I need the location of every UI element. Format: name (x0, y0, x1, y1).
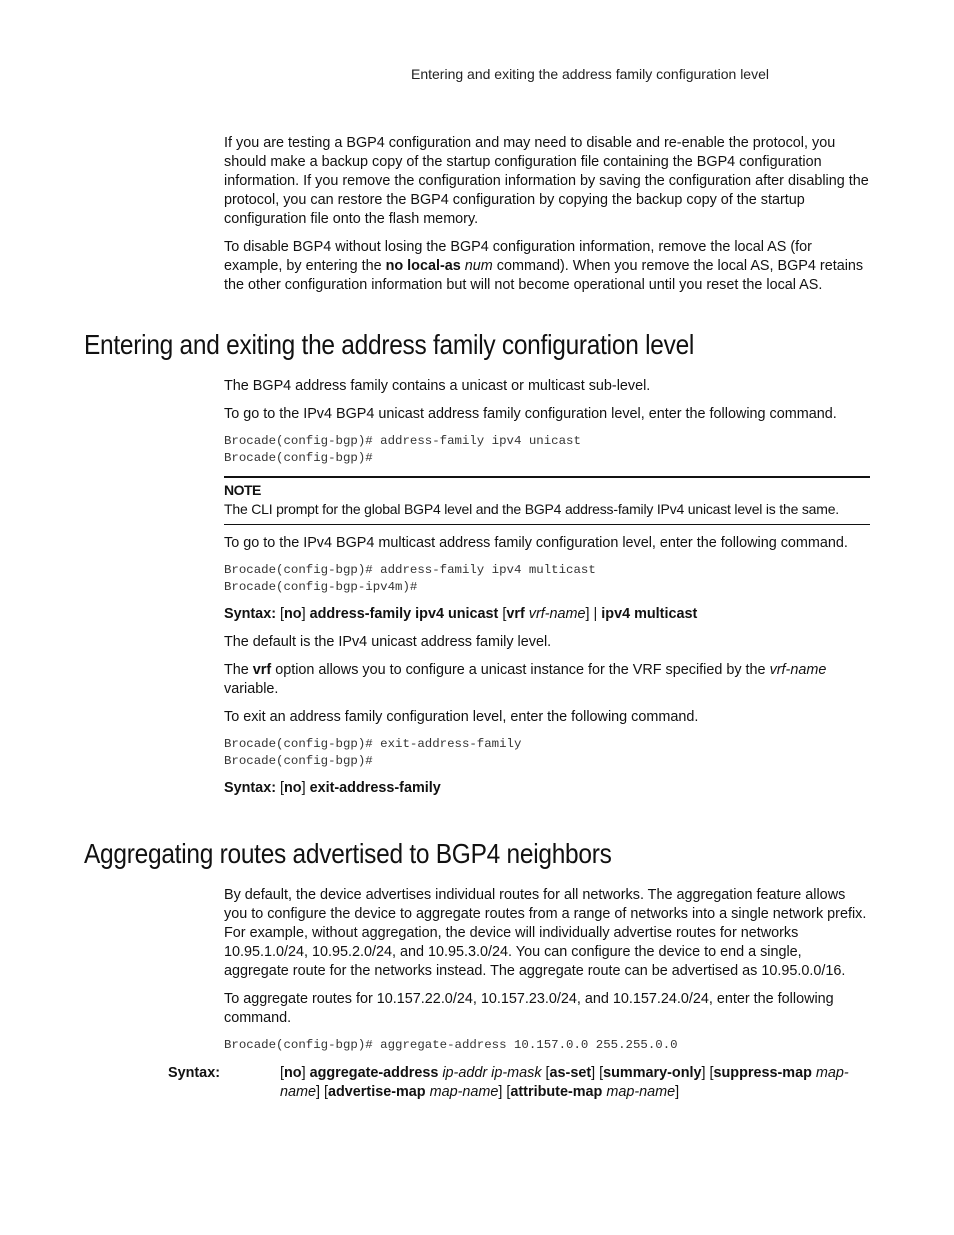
intro-paragraph-1: If you are testing a BGP4 configuration and may need to disable and re-enable the protocol, you should make a backup copy of the startup configuration file containing the BGP4 configuration information. If you remove the configuration information by saving the configuration after disabling the protocol, you can restore the BGP4 configuration by copying the backup copy of the startup configuration file onto the flash memory. (224, 135, 869, 227)
intro-paragraph-2 (224, 238, 870, 295)
note-text: The CLI prompt for the global BGP4 level and the BGP4 address-family IPv4 unicast level is the same. (224, 501, 839, 517)
syntax-line (168, 1064, 870, 1102)
command-keyword: aggregate-address (309, 1064, 439, 1081)
running-header: Entering and exiting the address family configuration level (411, 66, 769, 82)
command-variable: map-name (429, 1083, 499, 1100)
syntax-line (224, 779, 870, 798)
text-run: ] | (585, 606, 602, 622)
paragraph: The default is the IPv4 unicast address family level. (224, 634, 552, 650)
command-keyword: vrf (506, 606, 525, 622)
command-keyword: no local-as (385, 258, 461, 274)
command-keyword: no (284, 606, 302, 622)
text-run: [ (498, 606, 507, 622)
section-heading-address-family: Entering and exiting the address family configuration level (84, 329, 695, 360)
text-run: command). When you remove the local AS, BGP4 retains the other configuration information but will not become operational until you reset the local AS. (224, 258, 864, 293)
text-run: ] (301, 780, 310, 796)
command-keyword: advertise-map (328, 1083, 426, 1100)
text-run: ] (301, 1064, 310, 1081)
command-variable: vrf-name (528, 606, 586, 622)
command-keyword: vrf (252, 662, 272, 678)
text-run: ] (675, 1083, 680, 1100)
command-variable: ip-addr ip-mask (442, 1064, 542, 1081)
paragraph: To exit an address family configuration level, enter the following command. (224, 709, 699, 725)
command-variable: map-name (280, 1064, 849, 1100)
code-block: Brocade(config-bgp)# address-family ipv4 multicast Brocade(config-bgp-ipv4m)# (224, 563, 596, 594)
text-run: [ (541, 1064, 550, 1081)
paragraph: To aggregate routes for 10.157.22.0/24, 10.157.23.0/24, and 10.157.24.0/24, enter the following command. (224, 991, 834, 1026)
command-keyword: ipv4 multicast (601, 606, 698, 622)
command-keyword: exit-address-family (309, 780, 441, 796)
syntax-label: Syntax: (224, 780, 276, 796)
syntax-label: Syntax: (168, 1064, 220, 1081)
command-keyword: as-set (549, 1064, 592, 1081)
code-block: Brocade(config-bgp)# exit-address-family Brocade(config-bgp)# (224, 737, 522, 768)
intro-block (224, 134, 870, 304)
note-box (224, 476, 870, 525)
text-run: [ (280, 1064, 284, 1081)
text-run: ] [ (316, 1083, 328, 1100)
text-run: [ (280, 606, 284, 622)
code-block: Brocade(config-bgp)# aggregate-address 10.157.0.0 255.255.0.0 (224, 1038, 678, 1052)
code-block: Brocade(config-bgp)# address-family ipv4 unicast Brocade(config-bgp)# (224, 434, 581, 465)
command-keyword: suppress-map (713, 1064, 812, 1081)
text-run: ] [ (498, 1083, 511, 1100)
text-run: The (224, 662, 253, 678)
command-variable: map-name (606, 1083, 676, 1100)
text-run: ] [ (701, 1064, 714, 1081)
paragraph: To go to the IPv4 BGP4 unicast address family configuration level, enter the following command. (224, 406, 837, 422)
command-keyword: address-family ipv4 unicast (309, 606, 499, 622)
paragraph: The BGP4 address family contains a unicast or multicast sub-level. (224, 378, 651, 394)
text-run: ] (301, 606, 310, 622)
text-run: option allows you to configure a unicast instance for the VRF specified by the (271, 662, 770, 678)
command-keyword: attribute-map (510, 1083, 603, 1100)
command-keyword: summary-only (603, 1064, 702, 1081)
command-variable: vrf-name (769, 662, 827, 678)
command-keyword: no (284, 1064, 302, 1081)
paragraph: To go to the IPv4 BGP4 multicast address family configuration level, enter the following command. (224, 535, 848, 551)
text-run: [ (280, 780, 284, 796)
text-run: variable. (224, 681, 279, 697)
paragraph (224, 661, 870, 699)
text-run: ] [ (591, 1064, 604, 1081)
syntax-line (224, 605, 870, 624)
section-address-family-body (224, 377, 870, 807)
text-run: To disable BGP4 without losing the BGP4 configuration information, remove the local AS (for example, by entering the (224, 239, 812, 274)
paragraph: By default, the device advertises individual routes for all networks. The aggregation feature allows you to configure the device to aggregate routes from a range of networks into a single network prefix. For example, without aggregation, the device will individually advertise routes for networks 10.95.1.0/24, 10.95.2.0/24, and 10.95.3.0/24. You can configure the device to end a single, aggregate route for the networks instead. The aggregate route can be advertised as 10.95.0.0/16. (224, 887, 867, 979)
section-heading-aggregating-routes: Aggregating routes advertised to BGP4 neighbors (84, 838, 612, 869)
command-variable: num (464, 258, 493, 274)
command-keyword: no (284, 780, 302, 796)
section-aggregating-body (168, 886, 870, 1111)
syntax-label: Syntax: (224, 606, 276, 622)
note-title: NOTE (224, 482, 261, 498)
